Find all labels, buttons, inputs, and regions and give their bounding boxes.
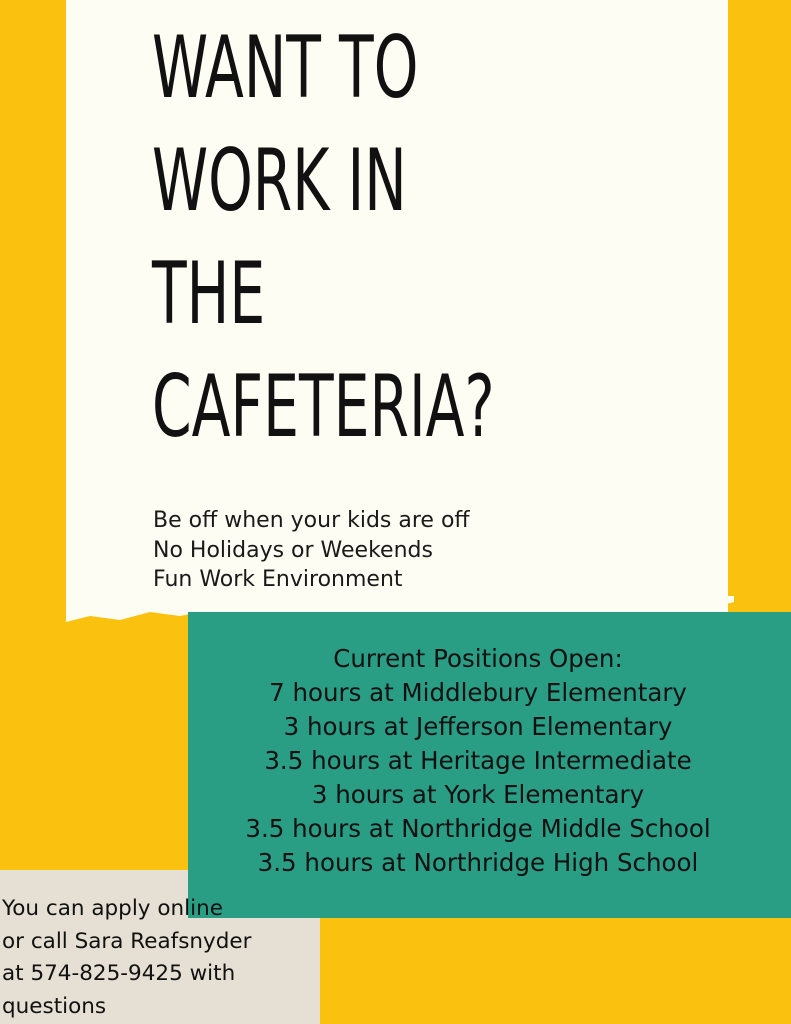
contact-line: or call Sara Reafsnyder — [2, 928, 252, 954]
headline-line: CAFETERIA? — [152, 357, 495, 457]
headline-line: WORK IN — [152, 131, 407, 231]
position-item: 3.5 hours at Northridge High School — [257, 848, 699, 877]
contact-info — [2, 893, 252, 1023]
contact-line: at 574-825-9425 with — [2, 961, 236, 986]
contact-line: You can apply online — [2, 896, 223, 921]
positions-heading: Current Positions Open: — [333, 644, 623, 673]
headline-line: THE — [152, 244, 266, 344]
perk-item: Be off when your kids are off — [153, 508, 470, 533]
positions-list — [188, 642, 768, 880]
headline-line: WANT TO — [152, 18, 419, 118]
position-item: 3.5 hours at Northridge Middle School — [245, 814, 711, 843]
perks-list — [153, 506, 470, 595]
position-item: 7 hours at Middlebury Elementary — [269, 678, 687, 707]
perk-item: No Holidays or Weekends — [153, 537, 433, 563]
position-item: 3 hours at York Elementary — [311, 780, 645, 809]
flyer-headline — [152, 12, 522, 464]
contact-line: questions — [2, 993, 107, 1019]
perk-item: Fun Work Environment — [153, 567, 403, 592]
position-item: 3.5 hours at Heritage Intermediate — [264, 746, 692, 775]
positions-panel — [188, 612, 791, 918]
position-item: 3 hours at Jefferson Elementary — [283, 712, 673, 741]
